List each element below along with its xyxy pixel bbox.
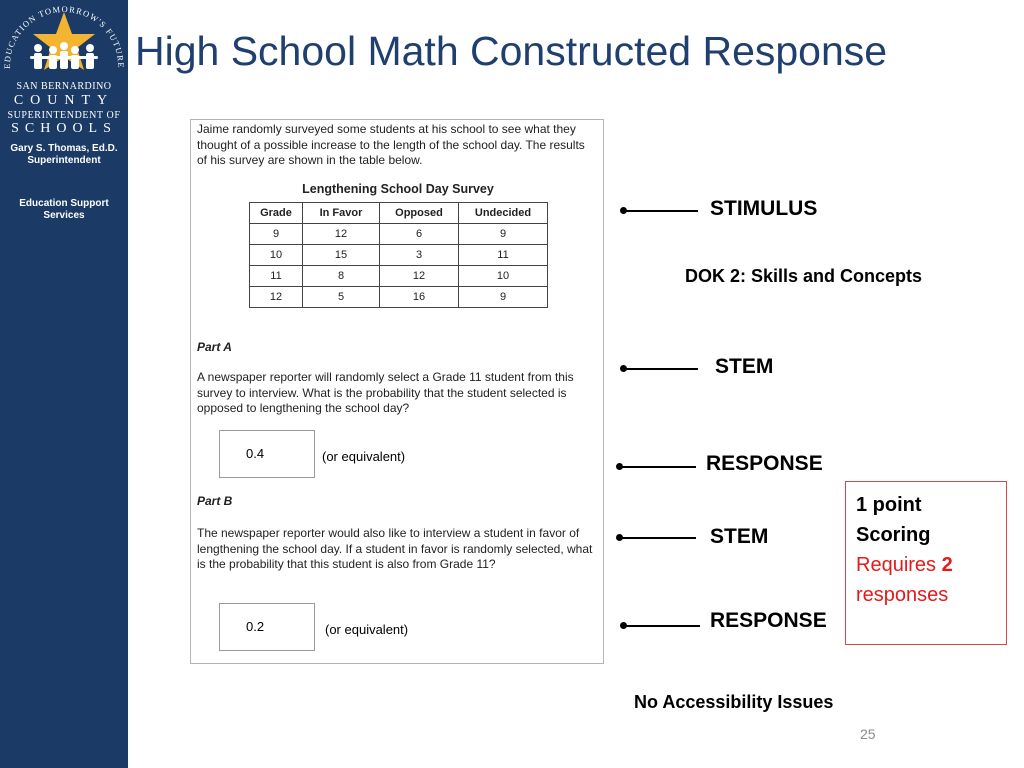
part-b-answer: 0.2 [246,619,265,634]
stem-label-1: STEM [715,355,774,378]
scoring-heading: Scoring [856,524,931,546]
accessibility-note: No Accessibility Issues [634,692,834,712]
part-b-answer-box [219,603,315,651]
table-row [250,266,548,287]
table-cell: 16 [380,287,459,308]
table-row [250,224,548,245]
table-row [250,287,548,308]
county-line-1: SAN BERNARDINO [16,81,112,92]
scoring-responses: responses [856,584,949,606]
item-intro-text: Jaime randomly surveyed some students at his school to see what they thought of a possible increase to the length of the school day. The results of his survey are shown in the table below. [197,122,585,168]
part-b-note: (or equivalent) [325,622,409,637]
part-a-answer: 0.4 [246,446,265,461]
part-a-question: A newspaper reporter will randomly select a Grade 11 student from this survey to interview. What is the probability that the student selected is opposed to lengthening the school day? [197,370,574,416]
table-cell: 10 [250,245,303,266]
table-cell: 12 [380,266,459,287]
superintendent-name: Gary S. Thomas, Ed.D. Superintendent [10,143,118,166]
page-number: 25 [860,726,876,742]
column-header: In Favor [303,203,380,224]
stem-label-2: STEM [710,525,769,548]
stem-connector-1 [620,363,698,375]
scoring-requires-line [856,550,1006,580]
county-line-3: SUPERINTENDENT OF [7,110,121,121]
table-row [250,245,548,266]
scoring-box [845,481,1007,645]
table-cell: 11 [459,245,548,266]
part-a-note: (or equivalent) [322,449,406,464]
survey-table [249,202,548,308]
column-header: Undecided [459,203,548,224]
county-seal-logo [0,0,128,90]
table-cell: 5 [303,287,380,308]
table-cell: 11 [250,266,303,287]
county-line-4: SCHOOLS [11,121,117,136]
response-label-1: RESPONSE [706,452,823,475]
table-cell: 12 [250,287,303,308]
table-cell: 9 [459,287,548,308]
scoring-points: 1 point [856,494,922,516]
part-a-answer-box [219,430,315,478]
stimulus-label: STIMULUS [710,197,818,220]
table-title: Lengthening School Day Survey [302,182,494,196]
sidebar [0,0,128,768]
table-cell: 6 [380,224,459,245]
slide-title: High School Math Constructed Response [135,28,888,74]
part-b-question: The newspaper reporter would also like to interview a student in favor of lengthening the school day. If a student in favor is randomly selected, what is the probability that this student is also from Grade 11? [197,526,593,572]
response-connector-2 [620,620,700,632]
column-header: Opposed [380,203,459,224]
table-header-row [250,203,548,224]
response-connector-1 [616,461,696,473]
table-cell: 15 [303,245,380,266]
table-cell: 9 [250,224,303,245]
county-line-2: COUNTY [13,93,115,108]
seal-arc-text: EDUCATION TOMORROW'S FUTURE [1,3,127,69]
scoring-requires: Requires [856,554,937,576]
scoring-count: 2 [941,554,953,576]
table-cell: 12 [303,224,380,245]
part-a-label: Part A [197,340,232,354]
test-item-image [190,119,604,664]
dok-label: DOK 2: Skills and Concepts [685,266,923,286]
stem-connector-2 [616,532,696,544]
response-label-2: RESPONSE [710,609,827,632]
part-b-label: Part B [197,494,233,508]
people-icon [30,42,98,69]
table-cell: 3 [380,245,459,266]
column-header: Grade [250,203,303,224]
table-cell: 10 [459,266,548,287]
department-name: Education Support Services [19,198,109,221]
stimulus-connector [620,205,698,217]
table-cell: 8 [303,266,380,287]
table-cell: 9 [459,224,548,245]
